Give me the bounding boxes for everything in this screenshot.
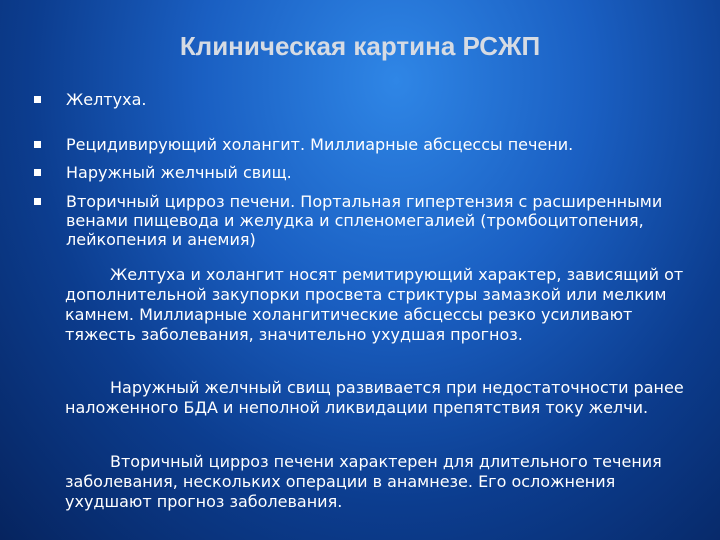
square-bullet-icon [34, 141, 41, 148]
bullet-item [34, 192, 694, 249]
paragraph-fistula: Наружный желчный свищ развивается при недостаточности ранее наложенного БДА и неполной ликвидации препятствия току желчи. [65, 378, 684, 417]
bullet-text: Рецидивирующий холангит. Миллиарные абсцессы печени. [66, 135, 574, 154]
paragraph-cirrhosis: Вторичный цирроз печени характерен для длительного течения заболевания, нескольких операции в анамнезе. Его осложнения ухудшают прогноз заболевания. [65, 452, 662, 511]
square-bullet-icon [34, 169, 41, 176]
bullet-text: Наружный желчный свищ. [66, 163, 292, 182]
bullet-text: Желтуха. [66, 90, 147, 109]
bullet-item [34, 90, 146, 109]
bullet-item [34, 135, 573, 154]
square-bullet-icon [34, 96, 41, 103]
bullet-text: Вторичный цирроз печени. Портальная гипертензия с расширенными венами пищевода и желудка и спленомегалией (тромбоцитопения, лейкопения и анемия) [66, 192, 663, 249]
slide-title: Клиническая картина РСЖП [179, 31, 541, 61]
bullet-item [34, 163, 292, 182]
paragraph-jaundice: Желтуха и холангит носят ремитирующий характер, зависящий от дополнительной закупорки просвета стриктуры замазкой или мелким камнем. Миллиарные холангитические абсцессы резко усиливают тяжесть заболевания, значительно ухудшая прогноз. [65, 265, 684, 344]
square-bullet-icon [34, 198, 41, 205]
